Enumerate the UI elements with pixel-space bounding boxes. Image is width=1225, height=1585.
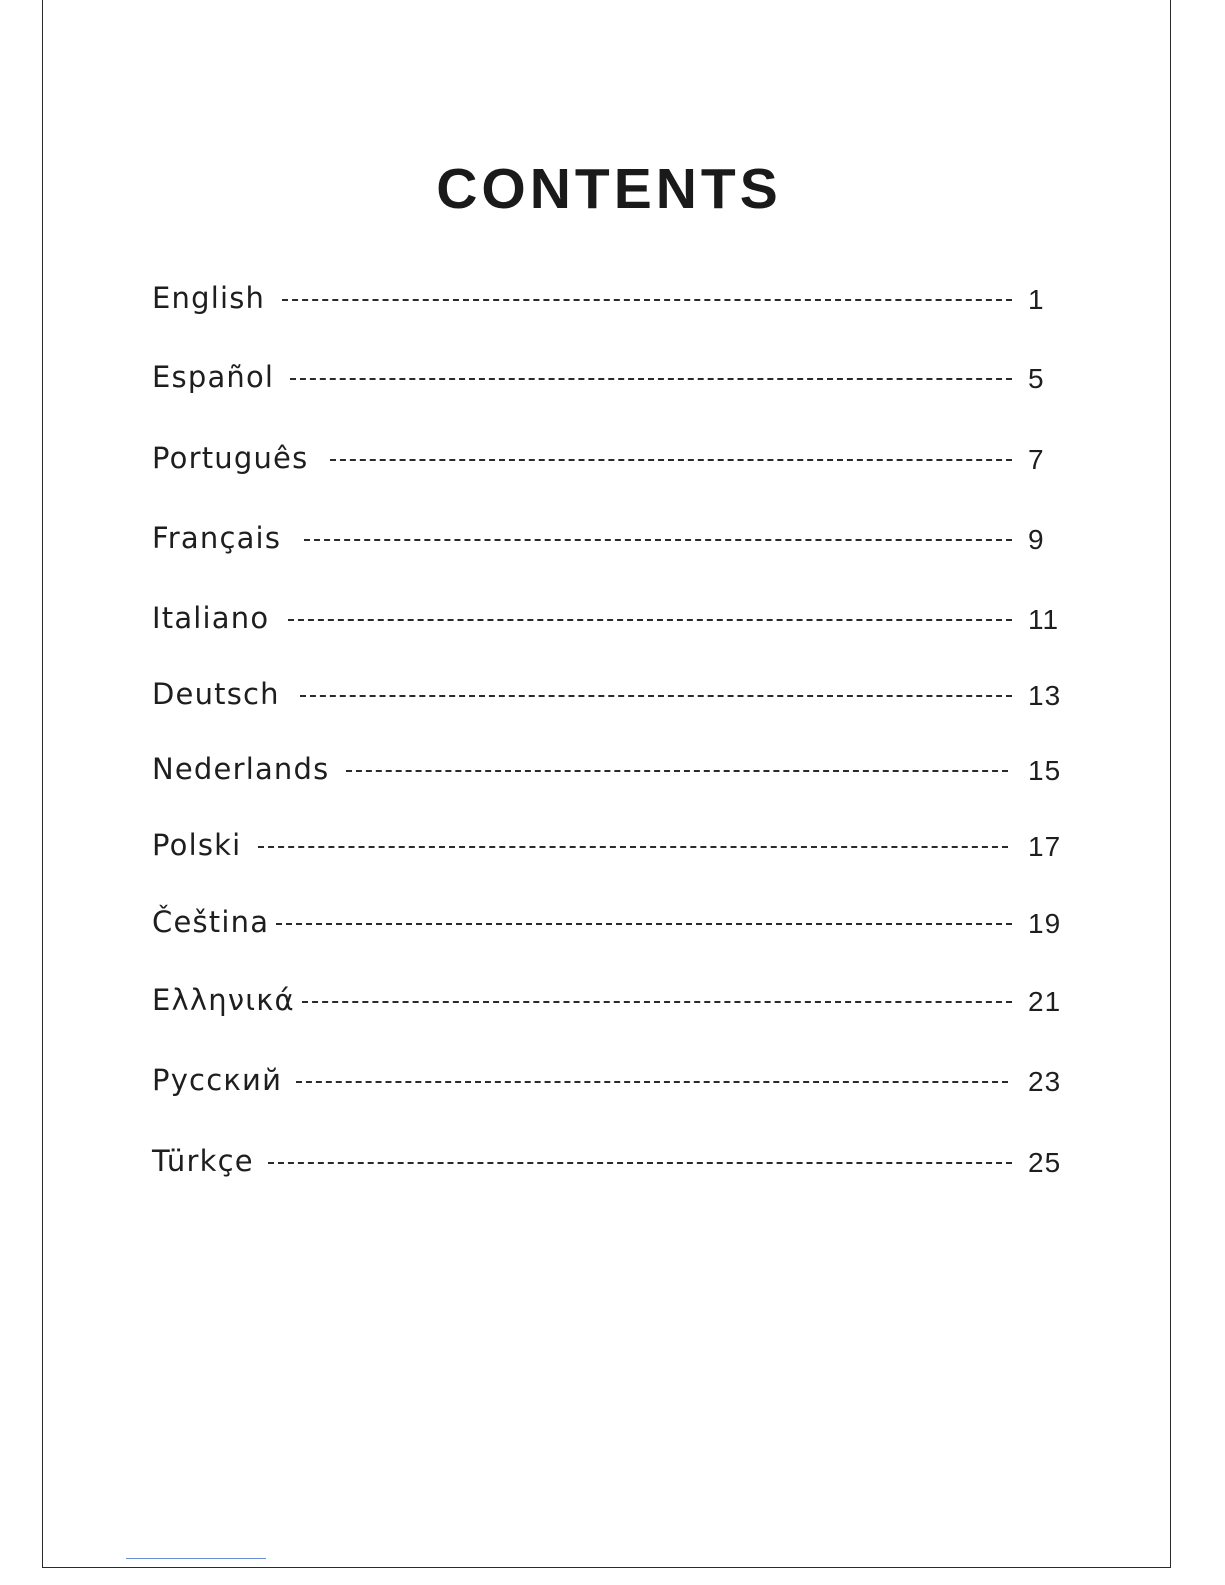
toc-entry-ellinika[interactable]	[152, 980, 1072, 1020]
toc-leader-dots	[304, 539, 1012, 541]
toc-entry-label: Español	[152, 360, 275, 394]
toc-leader-dots	[330, 459, 1012, 461]
toc-entry-espanol[interactable]	[152, 357, 1072, 397]
toc-entry-cestina[interactable]	[152, 902, 1072, 942]
toc-leader-dots	[290, 378, 1012, 380]
toc-page-number: 17	[1028, 831, 1062, 862]
toc-entry-label: Русский	[152, 1063, 283, 1097]
toc-leader-dots	[258, 846, 1008, 848]
toc-leader-dots	[300, 695, 1012, 697]
toc-entry-label: Ελληνικά	[152, 983, 295, 1017]
toc-page-number: 1	[1028, 284, 1045, 315]
toc-entry-label: Français	[152, 521, 282, 555]
toc-page-number: 25	[1028, 1147, 1062, 1178]
toc-page-number: 21	[1028, 986, 1062, 1017]
toc-entry-english[interactable]	[152, 278, 1072, 318]
toc-entry-turkce[interactable]	[152, 1141, 1072, 1181]
toc-page-number: 9	[1028, 524, 1045, 555]
toc-leader-dots	[346, 770, 1008, 772]
toc-entry-label: Türkçe	[152, 1144, 254, 1178]
toc-leader-dots	[288, 619, 1012, 621]
toc-page-number: 15	[1028, 755, 1062, 786]
toc-page-number: 23	[1028, 1066, 1062, 1097]
toc-entry-italiano[interactable]	[152, 598, 1072, 638]
toc-leader-dots	[302, 1001, 1012, 1003]
toc-entry-russkiy[interactable]	[152, 1060, 1072, 1100]
toc-entry-deutsch[interactable]	[152, 674, 1072, 714]
toc-leader-dots	[268, 1162, 1012, 1164]
toc-entry-label: Nederlands	[152, 752, 330, 786]
contents-title: CONTENTS	[436, 157, 782, 221]
toc-entry-portugues[interactable]	[152, 438, 1072, 478]
toc-entry-label: Deutsch	[152, 677, 280, 711]
toc-entry-polski[interactable]	[152, 825, 1072, 865]
toc-page-number: 11	[1028, 604, 1060, 635]
toc-entry-label: English	[152, 281, 266, 315]
toc-page-number: 19	[1028, 908, 1062, 939]
toc-entry-label: Italiano	[152, 601, 270, 635]
toc-page-number: 7	[1028, 444, 1045, 475]
toc-page-number: 5	[1028, 363, 1045, 394]
toc-entry-label: Čeština	[152, 905, 270, 939]
toc-leader-dots	[276, 923, 1012, 925]
toc-entry-label: Português	[152, 441, 309, 475]
bottom-link-underline	[126, 1558, 266, 1559]
toc-leader-dots	[296, 1081, 1008, 1083]
toc-entry-nederlands[interactable]	[152, 749, 1072, 789]
toc-page-number: 13	[1028, 680, 1062, 711]
toc-entry-francais[interactable]	[152, 518, 1072, 558]
toc-leader-dots	[282, 299, 1012, 301]
toc-entry-label: Polski	[152, 828, 242, 862]
